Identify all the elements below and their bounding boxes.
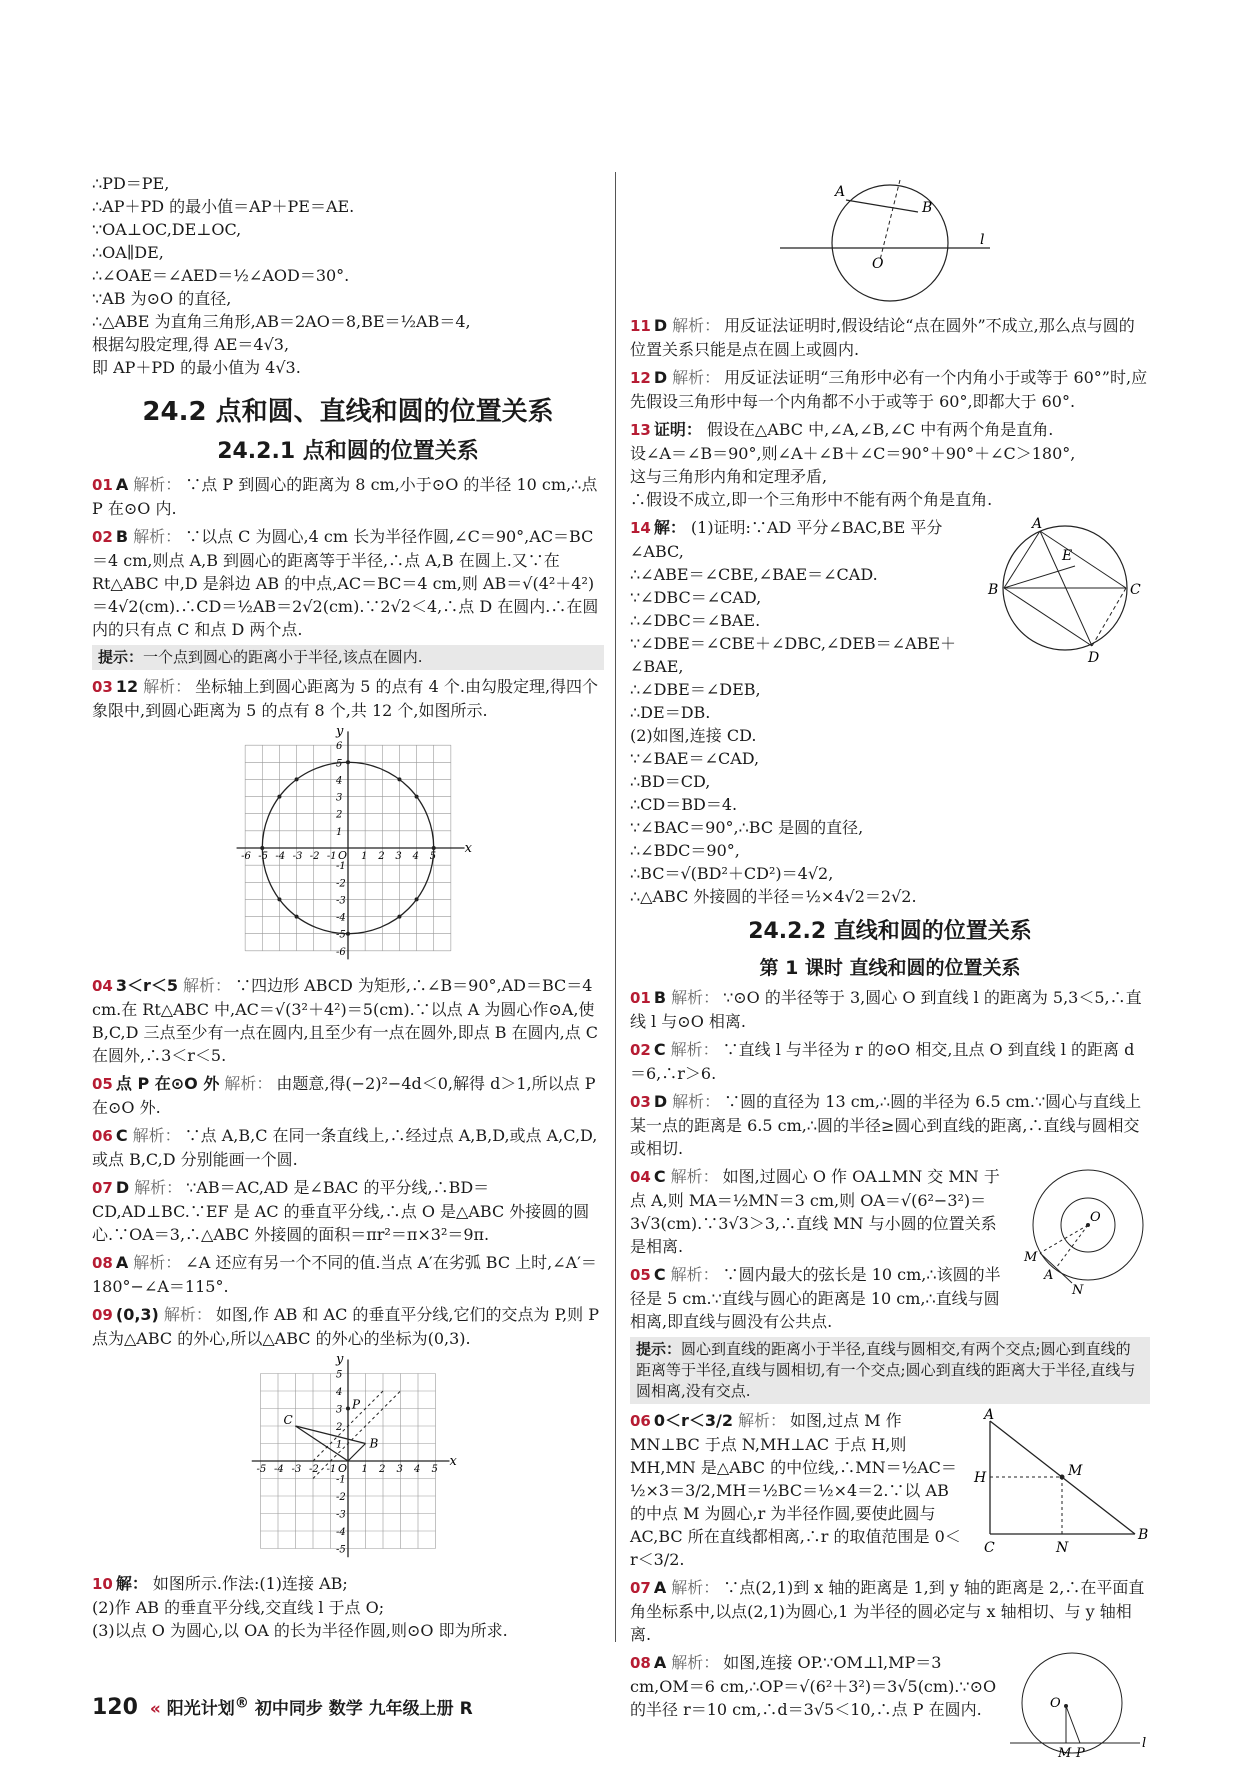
answer-item: 02 B 解析： ∵以点 C 为圆心,4 cm 长为半径作圆,∠C＝90°,AC＝BC＝4 cm,则点 A,B 到圆心的距离等于半径,∴点 A,B 在圆上.又∵在 Rt△ABC 中,D 是斜边 AB 的中点,AC＝BC＝4 cm,则 AB＝√(4²＋4²)＝4√2(cm).∴CD＝½AB＝2√2(cm).∵2√2＜4,∴点 D 在圆内.∴在圆内的只有点 C 和点 D 两个点. [92, 527, 599, 639]
continued-solution [92, 172, 604, 379]
answer-item-13: 13 证明： 假设在△ABC 中,∠A,∠B,∠C 中有两个角是直角. 设∠A＝∠B＝90°,则∠A＋∠B＋∠C＝90°＋90°＋∠C＞180°, 这与三角形内角和定理矛盾, ∴假设不成立,即一个三角形中不能有两个角是直角. [630, 420, 1076, 509]
circle-line-construction-figure [780, 178, 1000, 308]
axis-label: y [336, 723, 344, 739]
svg-text:A: A [1032, 516, 1043, 532]
brand-name: 阳光计划 [166, 1699, 235, 1719]
axis-label: O [338, 1462, 348, 1475]
answer-item: 09 (0,3) 解析： 如图,作 AB 和 AC 的垂直平分线,它们的交点为 P,则 P 点为△ABC 的外心,所以△ABC 的外心的坐标为(0,3). [92, 1305, 600, 1348]
svg-text:l: l [1142, 1736, 1147, 1751]
axis-label: -1 [326, 1464, 337, 1475]
answer-item-r06: A H M C N B 06 0＜r＜3/2 解析： 如图,过点 M 作 MN⊥BC 于点 N,MH⊥AC 于点 H,则 MH,MN 是△ABC 的中位线,∴MN＝½AC＝½×3＝3/2,MH＝½BC＝½×4＝2.∵以 AB 的中点 M 为圆心,r 为半径作圆,要使此圆与 AC,BC 所在直线都相离,∴r 的取值范围是 0＜r＜3/2. [630, 1407, 1149, 1569]
axis-label: -5 [256, 1464, 267, 1475]
section-title: 24.2 点和圆、直线和圆的位置关系 [142, 397, 554, 427]
axis-label: 2 [336, 1422, 343, 1433]
right-column [630, 172, 1150, 1761]
axis-label: 4 [414, 1464, 421, 1475]
coordinate-grid-circle-figure [228, 723, 472, 968]
svg-text:M: M [1024, 1250, 1038, 1265]
answer-item: 12 D 解析： 用反证法证明“三角形中必有一个内角小于或等于 60°”时,应先假设三角形中每一个内角都不小于或等于 60°,即都大于 60°. [630, 368, 1148, 411]
coordinate-grid-triangle-figure [243, 1352, 457, 1566]
svg-text:P: P [1076, 1746, 1085, 1761]
solution-line: ∵AB 为⊙O 的直径, [92, 289, 232, 308]
answer-item-r04: O M A N 04 C 解析： 如图,过圆心 O 作 OA⊥MN 交 MN 于点 A,则 MA＝½MN＝3 cm,则 OA＝√(6²−3²)＝3√3(cm).∵3√3＞3,∴直线 MN 与小圆的位置关系是相离. [630, 1165, 1150, 1258]
right-triangle-midpoint-figure [970, 1409, 1150, 1559]
axis-label: -1 [326, 851, 337, 862]
axis-label: -3 [336, 1509, 346, 1521]
answer-list [630, 314, 1150, 413]
svg-text:B: B [988, 582, 999, 598]
axis-label: -3 [292, 851, 303, 862]
svg-text:M: M [1058, 1746, 1072, 1761]
label-b: B [922, 200, 933, 216]
svg-text:H: H [974, 1470, 987, 1486]
svg-text:A: A [984, 1407, 995, 1423]
axis-label: -5 [336, 1544, 346, 1556]
axis-label: 3 [395, 851, 402, 862]
axis-label: 1 [336, 1439, 343, 1451]
axis-label: 4 [336, 1387, 343, 1398]
solution-line: 即 AP＋PD 的最小值为 4√3. [92, 358, 301, 377]
answer-item: 01 A 解析： ∵点 P 到圆心的距离为 8 cm,小于⊙O 的半径 10 cm,∴点 P 在⊙O 内. [92, 475, 598, 518]
answer-item: 07 D 解析： ∵AB＝AC,AD 是∠BAC 的平分线,∴BD＝CD,AD⊥BC.∵EF 是 AC 的垂直平分线,∴点 O 是△ABC 外接圆的圆心.∵OA＝3,∴△ABC 外接圆的面积＝πr²＝π×3²＝9π. [92, 1178, 590, 1244]
book-series: 初中同步 数学 九年级上册 R [254, 1699, 473, 1719]
svg-text:E: E [1062, 548, 1073, 564]
concentric-circles-figure [1020, 1165, 1150, 1298]
solution-line: 根据勾股定理,得 AE＝4√3, [92, 335, 290, 354]
label-a: A [835, 184, 846, 200]
solution-line: ∴AP＋PD 的最小值＝AP＋PE＝AE. [92, 197, 355, 216]
axis-label: 5 [429, 851, 437, 862]
subsection-title: 24.2.2 直线和圆的位置关系 [748, 919, 1032, 944]
axis-label: 5 [336, 1369, 343, 1381]
label-o: O [872, 256, 884, 272]
answer-list [630, 986, 1150, 1160]
answer-item: 04 3＜r＜5 解析： ∵四边形 ABCD 为矩形,∴∠B＝90°,AD＝BC＝4 cm.在 Rt△ABC 中,AC＝√(3²＋4²)＝5(cm).∵以点 A 为圆心作⊙A,使 B,C,D 三点至少有一点在圆内,且至少有一点在圆外,即点 B 在圆内,点 C 在圆外,∴3＜r＜5. [92, 976, 599, 1065]
svg-text:O: O [1090, 1210, 1101, 1225]
answer-list [92, 675, 604, 722]
axis-label: 5 [431, 1464, 438, 1475]
svg-text:A: A [1044, 1268, 1054, 1283]
axis-label: -3 [336, 895, 346, 907]
axis-label: -4 [274, 1464, 284, 1475]
answer-list [92, 974, 604, 1350]
axis-label: -4 [336, 912, 346, 924]
answer-item: 08 A 解析： ∠A 还应有另一个不同的值.当点 A′在劣弧 BC 上时,∠A′＝180°−∠A＝115°. [92, 1253, 597, 1296]
answer-item: 11 D 解析： 用反证法证明时,假设结论“点在圆外”不成立,那么点与圆的位置关系只能是点在圆上或圆内. [630, 316, 1135, 359]
axis-label: -5 [258, 851, 269, 862]
axis-label: -2 [336, 1492, 346, 1503]
axis-label: -6 [336, 946, 346, 958]
solution-line: ∴∠OAE＝∠AED＝½∠AOD＝30°. [92, 266, 350, 285]
solution-line: ∵OA⊥OC,DE⊥OC, [92, 220, 242, 239]
svg-text:C: C [984, 1540, 995, 1556]
answer-item: 02 C 解析： ∵直线 l 与半径为 r 的⊙O 相交,且点 O 到直线 l 的距离 d＝6,∴r＞6. [630, 1040, 1135, 1083]
answer-item: 03 12 解析： 坐标轴上到圆心距离为 5 的点有 4 个.由勾股定理,得四个象限中,到圆心距离为 5 的点有 8 个,共 12 个,如图所示. [92, 677, 599, 720]
axis-label: -3 [291, 1464, 302, 1475]
hint-box: 提示：一个点到圆心的距离小于半径,该点在圆内. [92, 645, 604, 670]
answer-item-14: A E B C D 14 解： (1)证明:∵AD 平分∠BAC,BE 平分∠ABC, ∴∠ABE＝∠CBE,∠BAE＝∠CAD. ∵∠DBC＝∠CAD, ∴∠DBC＝∠BAE. ∵∠DBE＝∠CBE＋∠DBC,∠DEB＝∠ABE＋∠BAE, ∴∠DBE＝∠DEB, ∴DE＝DB. (2)如图,连接 CD. ∵∠BAE＝∠CAD, ∴BD＝CD, ∴CD＝BD＝4. ∵∠BAC＝90°,∴BC 是圆的直径, ∴∠BDC＝90°, ∴BC＝√(BD²＋CD²)＝4√2, ∴△ABC 外接圆的半径＝½×4√2＝2√2. [630, 516, 1150, 908]
axis-label: 3 [336, 792, 343, 804]
axis-label: 1 [361, 1464, 368, 1475]
axis-label: -2 [309, 851, 320, 862]
answer-item-r05: 05 C 解析： ∵圆内最大的弦长是 10 cm,∴该圆的半径是 5 cm.∵直线与圆心的距离是 10 cm,∴直线与圆相离,即直线与圆没有公共点. [630, 1265, 1001, 1331]
axis-label: 2 [336, 809, 343, 821]
svg-text:N: N [1072, 1283, 1084, 1298]
answer-list [92, 473, 604, 641]
answer-item-r08: O M P l 08 A 解析： 如图,连接 OP.∵OM⊥l,MP＝3 cm,OM＝6 cm,∴OP＝√(6²＋3²)＝3√5(cm).∵⊙O 的半径 r＝10 cm,∴d＝3√5＜10,∴点 P 在圆内. [630, 1651, 1150, 1721]
axis-label: 6 [336, 741, 343, 753]
page-footer: 120 « 阳光计划® 初中同步 数学 九年级上册 R [92, 1695, 473, 1720]
axis-label: 4 [412, 851, 419, 862]
axis-label: -2 [336, 878, 346, 890]
inscribed-triangle-figure [980, 516, 1150, 666]
label-l: l [980, 232, 985, 248]
axis-label: O [338, 849, 348, 862]
answer-item-r07: 07 A 解析： ∵点(2,1)到 x 轴的距离是 1,到 y 轴的距离是 2,∴在平面直角坐标系中,以点(2,1)为圆心,1 为半径的圆必定与 x 轴相切、与 y 轴相离. [630, 1578, 1145, 1644]
axis-label: x [464, 841, 472, 856]
axis-label: -4 [275, 851, 286, 862]
answer-item: 01 B 解析： ∵⊙O 的半径等于 3,圆心 O 到直线 l 的距离为 5,3＜5,∴直线 l 与⊙O 相离. [630, 988, 1142, 1031]
answer-item: 03 D 解析： ∵圆的直径为 13 cm,∴圆的半径为 6.5 cm.∵圆心与直线上某一点的距离是 6.5 cm,∴圆的半径≥圆心到直线的距离,∴直线与圆相交或相切. [630, 1092, 1142, 1158]
axis-label: 2 [378, 851, 385, 862]
axis-label: -4 [336, 1527, 346, 1538]
solution-line: ∴△ABE 为直角三角形,AB＝2AO＝8,BE＝½AB＝4, [92, 312, 471, 331]
axis-label: -5 [336, 929, 346, 941]
circle-tangent-figure [1010, 1651, 1150, 1761]
axis-label: y [336, 1352, 344, 1367]
answer-item: 06 C 解析： ∵点 A,B,C 在同一条直线上,∴经过点 A,B,D,或点 A,C,D,或点 B,C,D 分别能画一个圆. [92, 1126, 598, 1169]
axis-label: 1 [361, 851, 368, 862]
axis-label: -1 [336, 861, 346, 873]
svg-text:O: O [1050, 1696, 1061, 1711]
axis-label: 3 [336, 1404, 343, 1416]
solution-line: ∴OA∥DE, [92, 243, 164, 262]
svg-text:D: D [1088, 650, 1100, 666]
axis-label: -2 [309, 1464, 319, 1475]
svg-text:M: M [1068, 1463, 1083, 1479]
subsection-title: 24.2.1 点和圆的位置关系 [217, 439, 479, 464]
svg-text:B: B [1138, 1527, 1149, 1543]
page-number: 120 [92, 1695, 138, 1720]
axis-label: 1 [336, 826, 343, 838]
svg-text:B: B [369, 1436, 379, 1451]
axis-label: 5 [336, 758, 343, 770]
svg-text:C: C [283, 1413, 293, 1427]
answer-item-10: 10 解： 如图所示.作法:(1)连接 AB; (2)作 AB 的垂直平分线,交直线 l 于点 O; (3)以点 O 为圆心,以 OA 的长为半径作圆,则⊙O 即为所求. [92, 1574, 508, 1640]
svg-text:C: C [1130, 582, 1141, 598]
lesson-title: 第 1 课时 直线和圆的位置关系 [759, 957, 1021, 979]
hint-box: 提示：圆心到直线的距离小于半径,直线与圆相交,有两个交点;圆心到直线的距离等于半径,直线与圆相切,有一个交点;圆心到直线的距离大于半径,直线与圆相离,没有交点. [630, 1337, 1150, 1404]
axis-label: -6 [241, 851, 251, 862]
solution-line: ∴PD＝PE, [92, 174, 170, 193]
axis-label: 3 [396, 1464, 403, 1475]
column-divider [615, 172, 616, 1642]
answer-item: 05 点 P 在⊙O 外 解析： 由题意,得(−2)²−4d＜0,解得 d＞1,所以点 P 在⊙O 外. [92, 1074, 596, 1117]
left-column [92, 172, 604, 1642]
axis-label: x [449, 1454, 457, 1469]
axis-label: 4 [336, 775, 343, 787]
axis-label: 2 [379, 1464, 386, 1475]
svg-text:N: N [1056, 1540, 1069, 1556]
svg-text:P: P [352, 1397, 361, 1412]
axis-label: -1 [336, 1474, 346, 1486]
